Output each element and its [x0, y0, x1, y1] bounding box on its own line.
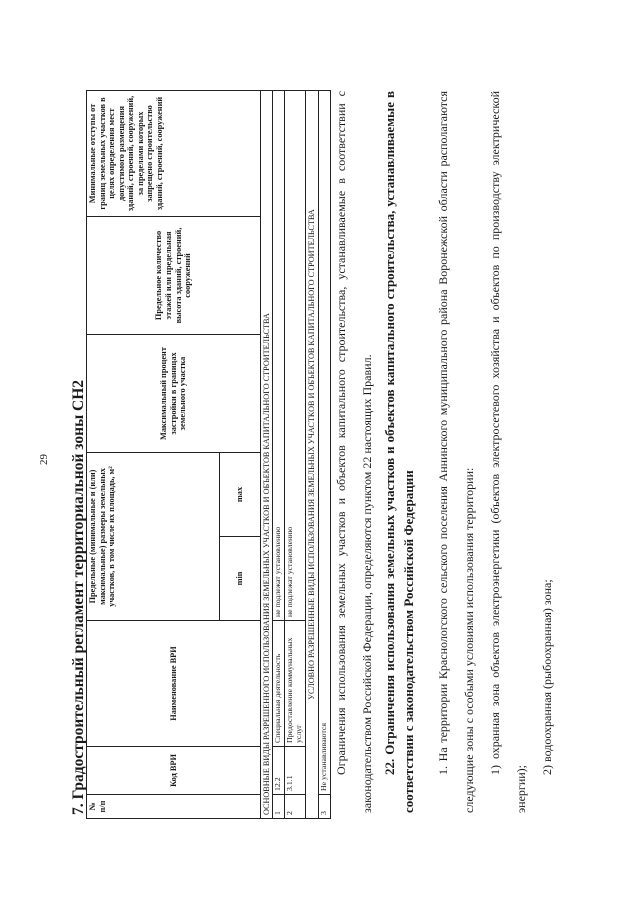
page-title: 7. Градостроительный регламент территориальной зоны СН2: [70, 379, 87, 815]
header-sizes: Предельные (минимальные и (или) максимальные) размеры земельных участков, в том числе их площадь, м²: [87, 453, 220, 621]
header-num: № п/п: [87, 795, 261, 819]
row-num: 1: [273, 795, 285, 819]
paragraph-zone-1: 1) охранная зона объектов электроэнергетики (объектов электросетевого хозяйства и объектов по производству электрической энергии);: [488, 91, 528, 813]
header-floors: Предельное количество этажей или предельная высота зданий, строений, сооружений: [87, 217, 261, 335]
page-number: 29: [38, 454, 50, 465]
header-min: min: [220, 537, 261, 621]
table-row: [273, 91, 285, 819]
header-name: Наименование ВРИ: [87, 621, 261, 747]
paragraph-zones-intro: 1. На территории Краснологского сельского поселения Аннинского муниципального района Воронежской области располагаются следующие зоны с особыми условиями использования территории:: [436, 91, 476, 813]
row-value: не подлежат установлению: [273, 91, 285, 621]
row-value: не подлежат установлению: [285, 91, 306, 621]
table-row: [285, 91, 306, 819]
header-max: max: [220, 453, 261, 537]
row-code: 3.1.1: [285, 747, 306, 795]
row-name: Предоставление коммунальных услуг: [285, 621, 306, 747]
section-heading-22: 22. Ограничения использования земельных участков и объектов капитального строительства, устанавливаемые в соответствии с законодательством Российской Федерации: [382, 91, 416, 813]
section-conditional-uses: УСЛОВНО РАЗРЕШЕННЫЕ ВИДЫ ИСПОЛЬЗОВАНИЯ ЗЕМЕЛЬНЫХ УЧАСТКОВ И ОБЪЕКТОВ КАПИТАЛЬНОГО СТРОИТЕЛЬСТВА: [306, 91, 318, 819]
section-main-uses: ОСНОВНЫЕ ВИДЫ РАЗРЕШЕННОГО ИСПОЛЬЗОВАНИЯ ЗЕМЕЛЬНЫХ УЧАСТКОВ И ОБЪЕКТОВ КАПИТАЛЬНОГО СТРОИТЕЛЬСТВА: [261, 91, 273, 819]
row-value: Не устанавливаются: [318, 91, 330, 795]
row-code: 12.2: [273, 747, 285, 795]
header-coverage: Максимальный процент застройки в границах земельного участка: [87, 335, 261, 453]
row-name: Специальная деятельность: [273, 621, 285, 747]
paragraph-restrictions: Ограничения использования земельных участков и объектов капитального строительства, устанавливаемые в соответствии с законодательством Российской Федерации, определяются пунктом 22 настоящих Правил.: [334, 91, 374, 813]
row-num: 3: [318, 795, 330, 819]
header-code: Код ВРИ: [87, 747, 261, 795]
regulation-table: [86, 90, 331, 819]
paragraph-zone-2: 2) водоохранная (рыбоохранная) зона;: [540, 579, 554, 775]
header-setbacks: Минимальные отступы от границ земельных участков в целях определения мест допустимого размещения зданий, строений, сооружений, за пределами которых запрещено строительство зданий, строений, сооружений: [87, 91, 261, 217]
row-num: 2: [285, 795, 306, 819]
